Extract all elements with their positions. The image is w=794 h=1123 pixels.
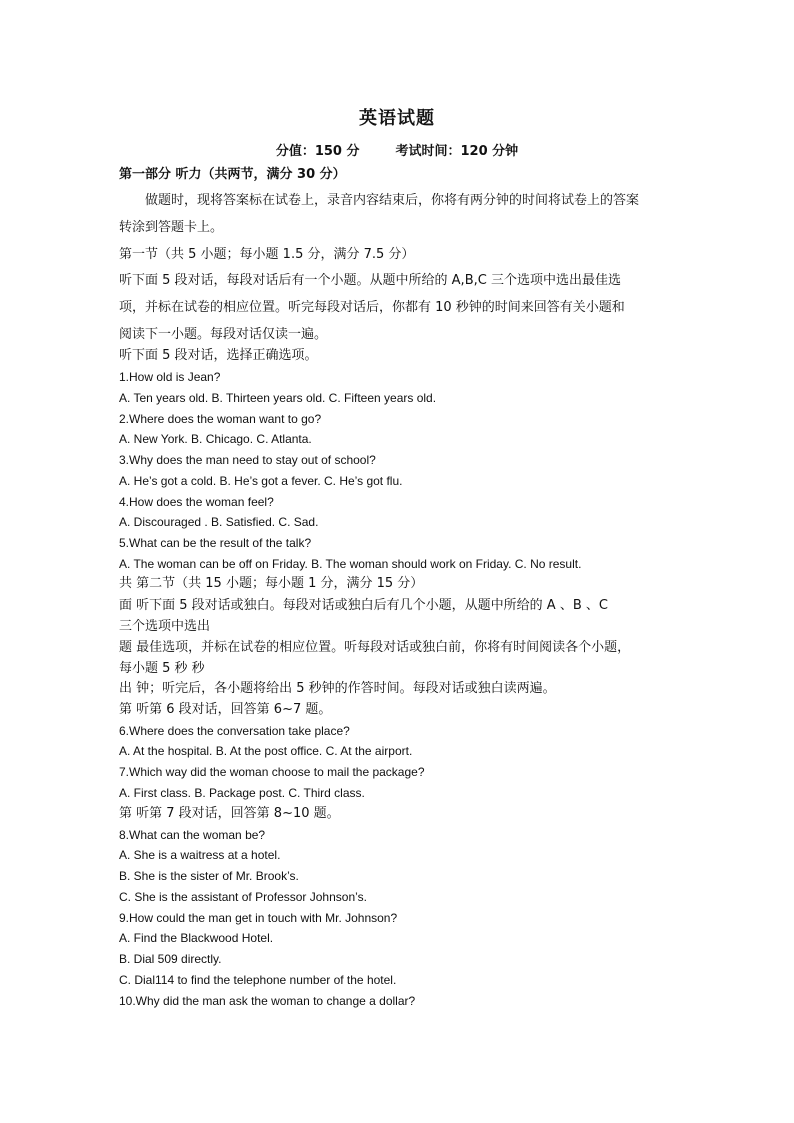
question-8-option-a: A. She is a waitress at a hotel.: [119, 848, 281, 862]
section2-instruction-line3: 题 最佳选项，并标在试卷的相应位置。听每段对话或独白前，你将有时间阅读各个小题，: [119, 640, 631, 655]
part1-intro-line2: 转涂到答题卡上。: [119, 220, 224, 235]
question-1: 1.How old is Jean?: [119, 370, 221, 384]
question-4: 4.How does the woman feel?: [119, 495, 274, 509]
part1-heading: 第一部分 听力（共两节，满分 30 分）: [119, 167, 346, 182]
question-4-options: A. Discouraged . B. Satisfied. C. Sad.: [119, 515, 319, 529]
question-2: 2.Where does the woman want to go?: [119, 412, 322, 426]
question-9: 9.How could the man get in touch with Mr. Johnson?: [119, 911, 398, 925]
question-9-option-c: C. Dial114 to find the telephone number of the hotel.: [119, 973, 397, 987]
section2-instruction-line1: 面 听下面 5 段对话或独白。每段对话或独白后有几个小题，从题中所给的 A 、B 、C: [119, 598, 608, 613]
part1-intro-line1: 做题时，现将答案标在试卷上，录音内容结束后，你将有两分钟的时间将试卷上的答案: [145, 193, 640, 208]
section1-instruction-line2: 项，并标在试卷的相应位置。听完每段对话后，你都有 10 秒钟的时间来回答有关小题和: [119, 300, 625, 315]
question-1-options: A. Ten years old. B. Thirteen years old. C. Fifteen years old.: [119, 391, 437, 405]
page-title: 英语试题: [359, 108, 435, 129]
question-3-options: A. He’s got a cold. B. He’s got a fever. C. He’s got flu.: [119, 474, 403, 488]
time-info: 考试时间：120 分钟: [395, 144, 519, 159]
question-9-option-b: B. Dial 509 directly.: [119, 952, 222, 966]
section2-instruction-line5: 出 钟；听完后，各小题将给出 5 秒钟的作答时间。每段对话或独白读两遍。: [119, 681, 556, 696]
question-10: 10.Why did the man ask the woman to change a dollar?: [119, 994, 416, 1008]
section1-instruction-line1: 听下面 5 段对话，每段对话后有一个小题。从题中所给的 A,B,C 三个选项中选出最佳选: [119, 273, 621, 288]
question-7: 7.Which way did the woman choose to mail the package?: [119, 765, 425, 779]
score-info: 分值：150 分: [275, 144, 360, 159]
section1-heading: 第一节（共 5 小题；每小题 1.5 分，满分 7.5 分）: [119, 247, 415, 262]
section2-instruction-line4: 每小题 5 秒 秒: [119, 661, 205, 676]
question-8: 8.What can the woman be?: [119, 828, 266, 842]
question-5: 5.What can be the result of the talk?: [119, 536, 312, 550]
question-8-option-b: B. She is the sister of Mr. Brook’s.: [119, 869, 299, 883]
question-9-option-a: A. Find the Blackwood Hotel.: [119, 931, 274, 945]
question-5-options: A. The woman can be off on Friday. B. The woman should work on Friday. C. No result.: [119, 557, 582, 571]
question-2-options: A. New York. B. Chicago. C. Atlanta.: [119, 432, 312, 446]
exam-info: [0, 140, 794, 159]
question-3: 3.Why does the man need to stay out of school?: [119, 453, 376, 467]
question-7-options: A. First class. B. Package post. C. Third class.: [119, 786, 365, 800]
section2-heading: 共 第二节（共 15 小题；每小题 1 分，满分 15 分）: [119, 576, 424, 591]
section1-instruction-line4: 听下面 5 段对话，选择正确选项。: [119, 348, 318, 363]
question-8-option-c: C. She is the assistant of Professor Johnson’s.: [119, 890, 367, 904]
section1-instruction-line3: 阅读下一小题。每段对话仅读一遍。: [119, 327, 328, 342]
question-6: 6.Where does the conversation take place?: [119, 724, 350, 738]
section2-instruction-line2: 三个选项中选出: [119, 619, 211, 634]
dialog-6-instruction: 第 听第 6 段对话，回答第 6~7 题。: [119, 702, 332, 717]
question-6-options: A. At the hospital. B. At the post office. C. At the airport.: [119, 744, 413, 758]
dialog-7-instruction: 第 听第 7 段对话，回答第 8~10 题。: [119, 806, 340, 821]
